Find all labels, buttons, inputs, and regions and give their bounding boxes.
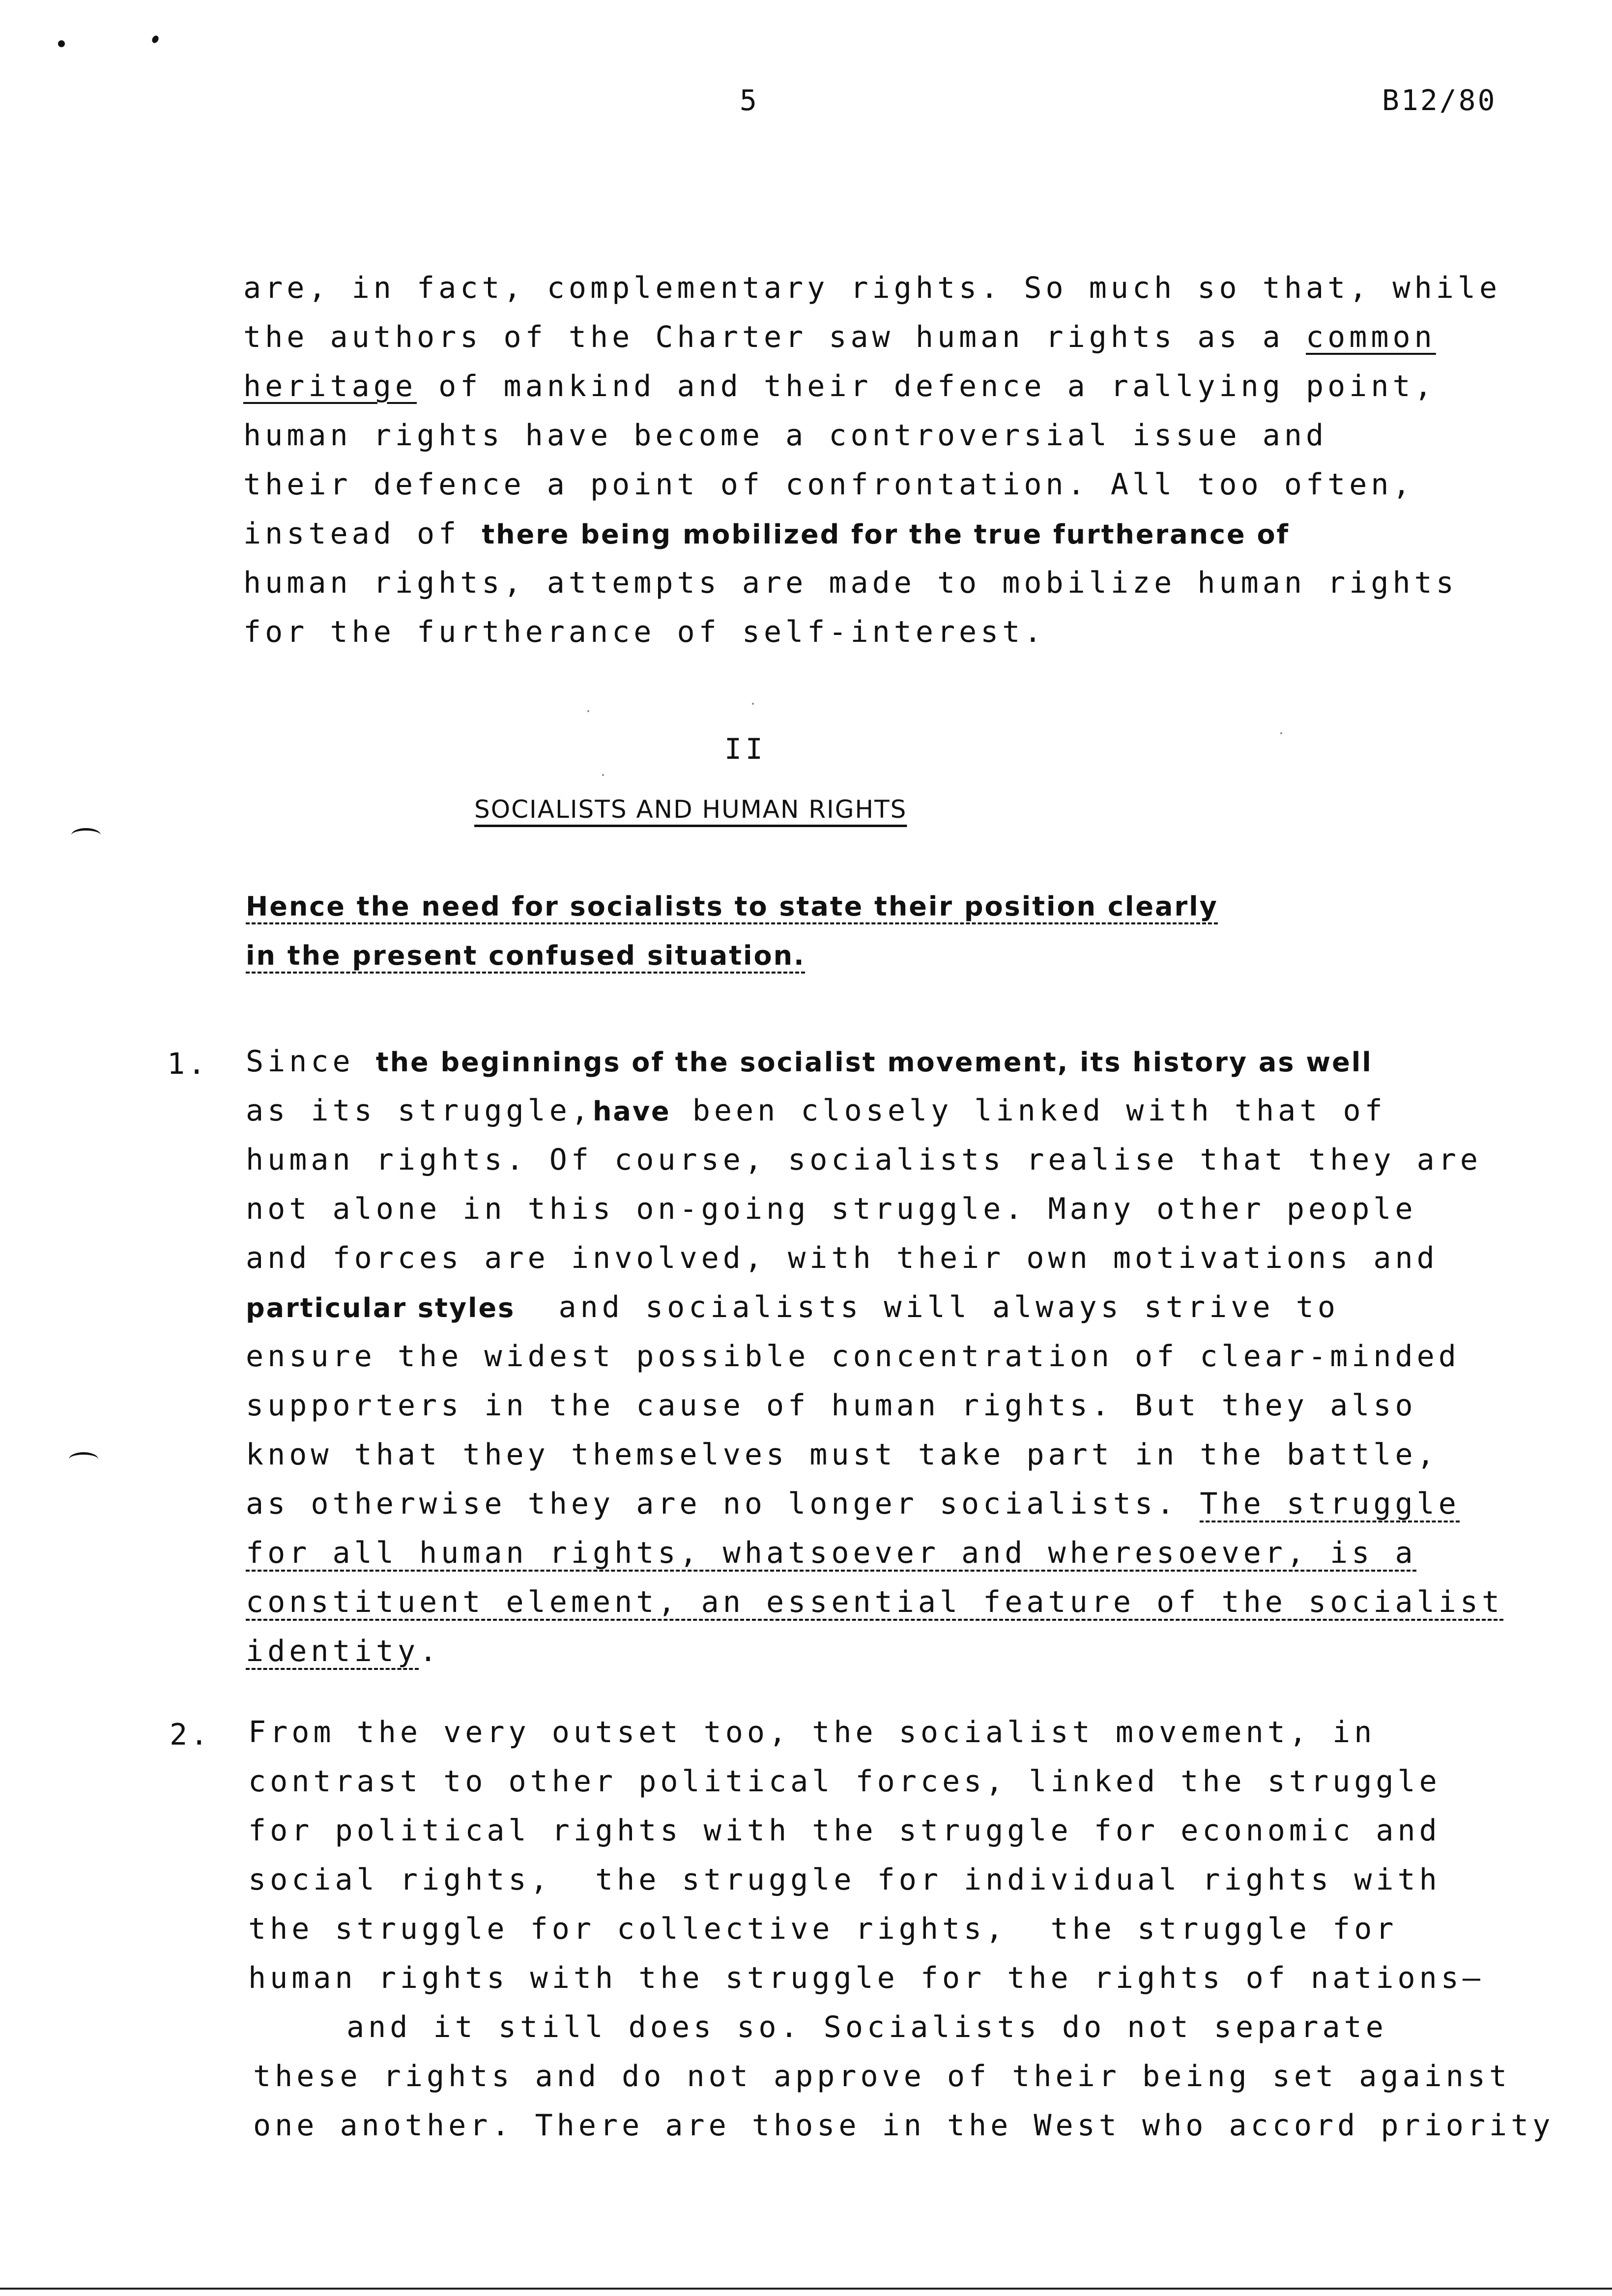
text-line: [243, 322, 1436, 352]
underlined-text: heritage: [243, 369, 417, 403]
bold-text: particular styles: [246, 1292, 516, 1323]
scan-speck: [752, 703, 754, 705]
text-line: for the furtherance of self-interest.: [243, 615, 1046, 649]
text-line: and it still does so. Socialists do not separate: [346, 2010, 1387, 2044]
scan-speck: [602, 774, 604, 776]
scan-speck: [151, 34, 160, 44]
text-span: Since: [246, 1044, 376, 1079]
text-line: for all human rights, whatsoever and wheresoever, is a: [246, 1536, 1417, 1570]
text-line: [246, 1044, 1373, 1079]
item-number: 2.: [170, 1718, 211, 1752]
text-line: [246, 1292, 1339, 1322]
text-line: human rights. Of course, socialists realise that they are: [246, 1143, 1482, 1177]
text-line: [243, 517, 1290, 551]
text-line: human rights, attempts are made to mobilize human rights: [243, 566, 1458, 600]
scan-speck: [587, 710, 589, 712]
margin-mark: [71, 828, 101, 842]
page-bottom-rule: [0, 2288, 1612, 2290]
underlined-text: common: [1306, 320, 1436, 354]
text-line: [243, 369, 1436, 403]
text-span: instead of: [243, 517, 482, 551]
text-span: the authors of the Charter saw human rights as a: [243, 320, 1306, 354]
text-line: human rights have become a controversial issue and: [243, 418, 1328, 453]
text-line: their defence a point of confrontation. All too often,: [243, 467, 1414, 502]
text-line: [246, 1093, 1386, 1128]
bold-text: have: [592, 1096, 671, 1127]
document-reference: B12/80: [1382, 84, 1497, 117]
scan-speck: [58, 40, 65, 47]
text-line: human rights with the struggle for the rights of nations—: [248, 1961, 1485, 1995]
underlined-text: identity: [246, 1634, 419, 1668]
text-line: know that they themselves must take part in the battle,: [246, 1437, 1439, 1472]
text-line: are, in fact, complementary rights. So much so that, while: [243, 271, 1501, 305]
text-line: From the very outset too, the socialist movement, in: [248, 1715, 1376, 1750]
text-line: for political rights with the struggle for economic and: [248, 1813, 1441, 1848]
page-number: 5: [740, 84, 759, 117]
text-line: not alone in this on-going struggle. Many other people: [246, 1192, 1417, 1226]
text-span: of mankind and their defence a rallying point,: [416, 369, 1436, 403]
text-line: constituent element, an essential feature of the socialist: [246, 1585, 1504, 1619]
text-span: and socialists will always strive to: [515, 1290, 1339, 1324]
text-line: in the present confused situation.: [246, 940, 806, 971]
underlined-text: The struggle: [1200, 1487, 1460, 1521]
section-numeral: II: [724, 732, 767, 766]
text-line: [246, 1636, 441, 1666]
bold-text: there being mobilized for the true furtherance of: [482, 519, 1290, 550]
section-heading: SOCIALISTS AND HUMAN RIGHTS: [474, 795, 907, 824]
text-line: the struggle for collective rights, the struggle for: [248, 1912, 1398, 1946]
text-span: been closely linked with that of: [670, 1093, 1386, 1128]
bold-text: the beginnings of the socialist movement, its history as well: [375, 1047, 1373, 1078]
text-line: these rights and do not approve of their being set against: [253, 2059, 1511, 2094]
text-span: as otherwise they are no longer socialists.: [246, 1487, 1200, 1521]
margin-mark: [69, 1452, 98, 1466]
text-span: as its struggle,: [246, 1093, 593, 1128]
text-line: and forces are involved, with their own motivations and: [246, 1241, 1439, 1275]
scan-speck: [1280, 732, 1282, 734]
text-line: [246, 1489, 1460, 1519]
item-number: 1.: [167, 1047, 209, 1081]
text-span: .: [419, 1634, 441, 1668]
text-line: social rights, the struggle for individual rights with: [248, 1863, 1441, 1897]
text-line: supporters in the cause of human rights. But they also: [246, 1388, 1417, 1423]
text-line: one another. There are those in the West who accord priority: [253, 2108, 1554, 2143]
text-line: Hence the need for socialists to state their position clearly: [246, 891, 1218, 922]
text-line: ensure the widest possible concentration of clear-minded: [246, 1339, 1460, 1374]
text-line: contrast to other political forces, linked the struggle: [248, 1764, 1441, 1799]
